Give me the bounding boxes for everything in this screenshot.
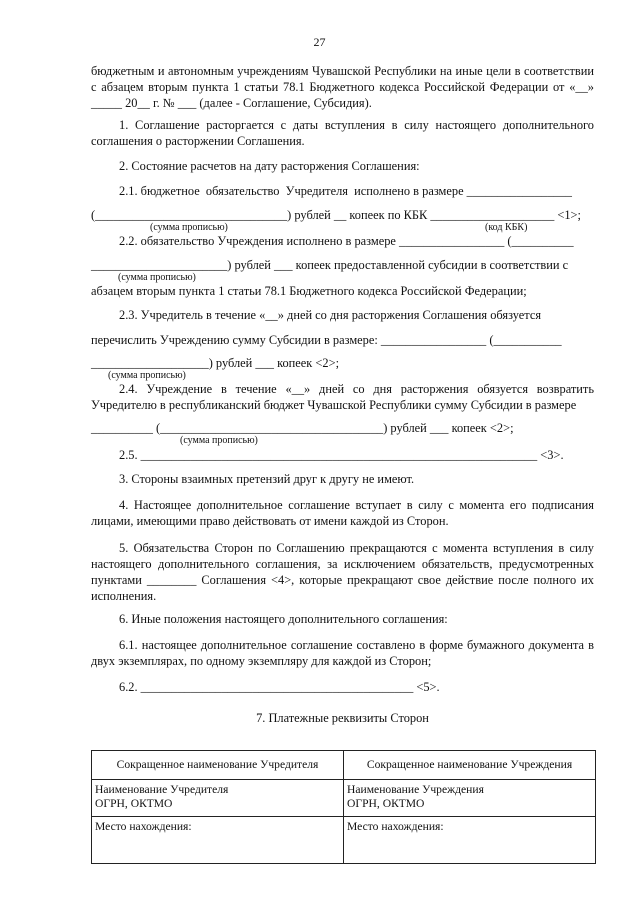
caption-kbk-code: (код КБК) xyxy=(485,222,528,233)
table-cell: Сокращенное наименование Учредителя xyxy=(92,751,344,780)
cell-line: ОГРН, ОКТМО xyxy=(347,797,425,810)
table-cell xyxy=(344,780,596,817)
cell-line: ОГРН, ОКТМО xyxy=(95,797,173,810)
clause-1: 1. Соглашение расторгается с даты вступления в силу настоящего дополнительного соглашения о расторжении Соглашения. xyxy=(91,118,594,148)
clause-2-2-line2: ______________________) рублей ___ копеек предоставленной субсидии в соответствии с xyxy=(91,258,569,272)
clause-6-2: 6.2. ____________________________________________ <5>. xyxy=(119,680,440,694)
table-cell: Сокращенное наименование Учреждения xyxy=(344,751,596,780)
clause-2-3-line1: 2.3. Учредитель в течение «__» дней со дня расторжения Соглашения обязуется xyxy=(119,308,542,322)
cell-line: Наименование Учреждения xyxy=(347,783,484,796)
clause-6: 6. Иные положения настоящего дополнительного соглашения: xyxy=(119,612,448,626)
clause-2-3-line2: перечислить Учреждению сумму Субсидии в размере: _________________ (___________ xyxy=(91,333,562,347)
clause-2-5: 2.5. ________________________________________________________________ <3>. xyxy=(119,448,564,462)
clause-3: 3. Стороны взаимных претензий друг к другу не имеют. xyxy=(119,472,415,486)
clause-2-4: 2.4. Учреждение в течение «__» дней со дня расторжения обязуется возвратить Учредителю в республиканский бюджет Чувашской Республики сумму Субсидии в размере xyxy=(91,382,594,412)
clause-2-4-line2: __________ (____________________________________) рублей ___ копеек <2>; xyxy=(91,421,514,435)
table-cell: Место нахождения: xyxy=(344,817,596,864)
clause-2-2-line3: абзацем вторым пункта 1 статьи 78.1 Бюджетного кодекса Российской Федерации; xyxy=(91,284,527,298)
table-row xyxy=(92,780,596,817)
table-cell xyxy=(92,780,344,817)
clause-2-2-line1: 2.2. обязательство Учреждения исполнено в размере _________________ (__________ xyxy=(119,234,574,248)
page-number: 27 xyxy=(313,35,326,49)
clause-5: 5. Обязательства Сторон по Соглашению прекращаются с момента вступления в силу настоящего дополнительного соглашения, за исключением обязательств, предусмотренных пунктами ________ Соглашения <4>, которые прекращают свое действие после полного их исполнения. xyxy=(91,541,594,603)
table-row xyxy=(92,817,596,864)
clause-2-3-line3: ___________________) рублей ___ копеек <2>; xyxy=(91,356,340,370)
cell-line: Наименование Учредителя xyxy=(95,783,229,796)
table-cell: Место нахождения: xyxy=(92,817,344,864)
clause-2: 2. Состояние расчетов на дату расторжения Соглашения: xyxy=(119,159,420,173)
caption-amount-in-words: (сумма прописью) xyxy=(150,222,228,233)
payment-details-table xyxy=(91,750,596,864)
clause-4: 4. Настоящее дополнительное соглашение вступает в силу с момента его подписания лицами, имеющими право действовать от имени каждой из Сторон. xyxy=(91,498,594,528)
caption-amount-in-words: (сумма прописью) xyxy=(118,272,196,283)
table-header-row xyxy=(92,751,596,780)
caption-amount-in-words: (сумма прописью) xyxy=(108,370,186,381)
intro-paragraph: бюджетным и автономным учреждениям Чувашской Республики на иные цели в соответствии с абзацем вторым пункта 1 статьи 78.1 Бюджетного кодекса Российской Федерации от «__» _____ 20__ г. № ___ (далее - Соглашение, Субсидия). xyxy=(91,64,594,110)
clause-2-1-line1: 2.1. бюджетное обязательство Учредителя исполнено в размере _________________ xyxy=(119,184,572,198)
clause-6-1: 6.1. настоящее дополнительное соглашение составлено в форме бумажного документа в двух экземплярах, по одному экземпляру для каждой из Сторон; xyxy=(91,638,594,668)
caption-amount-in-words: (сумма прописью) xyxy=(180,435,258,446)
clause-2-1-line2: (_______________________________) рублей __ копеек по КБК ____________________ <1>; xyxy=(91,208,581,222)
section-7-heading: 7. Платежные реквизиты Сторон xyxy=(256,711,429,725)
